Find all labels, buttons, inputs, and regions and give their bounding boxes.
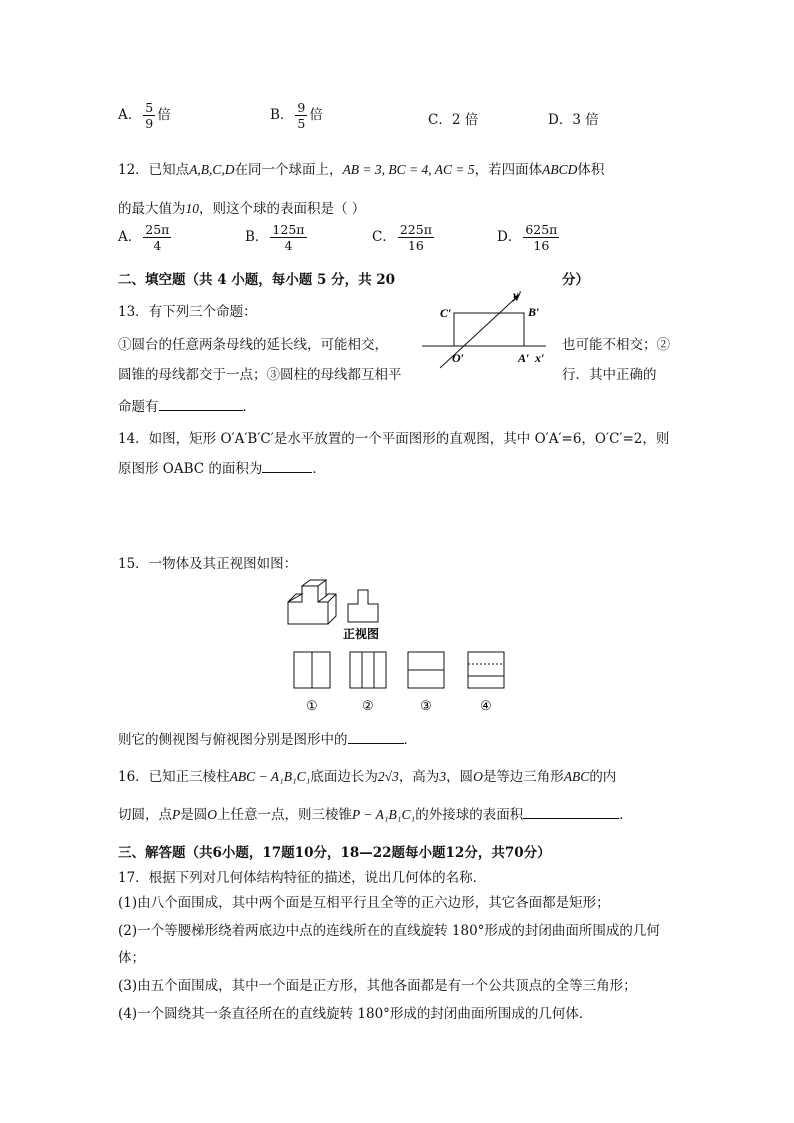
section-2-title: 二、填空题（共 4 小题，每小题 5 分，共 20 bbox=[118, 272, 396, 288]
q15-answer-blank[interactable] bbox=[348, 729, 404, 744]
q17-item-2a: (2)一个等腰梯形绕着两底边中点的连线所在的直线旋转 180°形成的封闭曲面所围成的几何 bbox=[118, 923, 660, 939]
view-option-3 bbox=[408, 652, 444, 688]
q15-line1: 15．一物体及其正视图如图： bbox=[118, 556, 298, 572]
q11-option-a: A． $\frac{5}{9}$ 倍 bbox=[118, 100, 171, 131]
q15-line2: 则它的侧视图与俯视图分别是图形中的 ． bbox=[118, 728, 417, 748]
q13-answer-blank[interactable] bbox=[159, 396, 243, 411]
option-1-label: ① bbox=[306, 698, 318, 713]
q11-option-c: C．2 倍 bbox=[428, 112, 479, 128]
q17-line1: 17．根据下列对几何体结构特征的描述，说出几何体的名称． bbox=[118, 870, 487, 886]
q14-line2: 原图形 OABC 的面积为 ． bbox=[118, 457, 326, 477]
q17-item-2b: 体； bbox=[118, 950, 145, 966]
option-4-label: ④ bbox=[480, 698, 492, 713]
solid-object bbox=[288, 580, 336, 624]
q13-line3b: 行．其中正确的 bbox=[562, 367, 657, 383]
rectangle-oabc bbox=[454, 313, 524, 346]
view-option-2 bbox=[350, 652, 386, 688]
q16-line1: 16．已知正三棱柱ABC − A₁B₁C₁底面边长为2√3，高为3，圆O是等边三角形ABC的内 bbox=[118, 769, 617, 785]
front-view-label: 正视图 bbox=[343, 627, 380, 641]
label-c: C′ bbox=[440, 306, 452, 320]
q13-line1: 13．有下列三个命题： bbox=[118, 304, 257, 320]
section-2-title-tail: 分） bbox=[562, 272, 589, 288]
q12-line2: 的最大值为10，则这个球的表面积是（ ） bbox=[118, 201, 366, 217]
q13-line4: 命题有 ． bbox=[118, 395, 256, 415]
section-3-title: 三、解答题（共6小题，17题10分，18—22题每小题12分，共70分） bbox=[118, 845, 551, 861]
q17-item-3: (3)由五个面围成，其中一个面是正方形，其他各面都是有一个公共顶点的全等三角形； bbox=[118, 978, 637, 994]
q14-answer-blank[interactable] bbox=[262, 458, 312, 473]
q12-option-b: B． $\frac{125\pi}{4}$ bbox=[245, 222, 305, 253]
q13-line3a: 圆锥的母线都交于一点；③圆柱的母线都互相平 bbox=[118, 367, 402, 383]
q13-line2b: 也可能不相交；② bbox=[562, 337, 670, 353]
q11-option-d: D．3 倍 bbox=[548, 112, 599, 128]
q15-figure bbox=[280, 578, 510, 718]
label-a: A′ bbox=[518, 351, 530, 365]
label-y: y′ bbox=[513, 288, 522, 302]
view-option-1 bbox=[294, 652, 330, 688]
q14-figure bbox=[418, 288, 558, 374]
q11-option-b: B． $\frac{9}{5}$ 倍 bbox=[270, 100, 323, 131]
q14-line1: 14．如图，矩形 O′A′B′C′是水平放置的一个平面图形的直观图，其中 O′A′=6，O′C′=2，则 bbox=[118, 431, 670, 447]
option-3-label: ③ bbox=[420, 698, 432, 713]
q17-item-4: (4)一个圆绕其一条直径所在的直线旋转 180°形成的封闭曲面所围成的几何体． bbox=[118, 1006, 593, 1022]
label-x: x′ bbox=[535, 351, 545, 365]
q16-answer-blank[interactable] bbox=[523, 804, 619, 819]
q13-line2a: ①圆台的任意两条母线的延长线，可能相交， bbox=[118, 337, 388, 353]
label-b: B′ bbox=[528, 305, 540, 319]
label-o: O′ bbox=[452, 351, 465, 365]
front-view-shape bbox=[348, 590, 378, 622]
view-option-4 bbox=[468, 652, 504, 688]
q12-option-c: C． $\frac{225\pi}{16}$ bbox=[372, 222, 432, 253]
option-2-label: ② bbox=[362, 698, 374, 713]
q17-item-1: (1)由八个面围成，其中两个面是互相平行且全等的正六边形，其它各面都是矩形； bbox=[118, 895, 610, 911]
q16-line2: 切圆，点P是圆O上任意一点，则三棱锥P − A₁B₁C₁的外接球的表面积 ． bbox=[118, 803, 633, 823]
q12-option-d: D． $\frac{625\pi}{16}$ bbox=[497, 222, 558, 253]
q12-line1: 12．已知点A,B,C,D在同一个球面上，AB = 3, BC = 4, AC = 5，若四面体ABCD体积 bbox=[118, 162, 605, 178]
q12-option-a: A． $\frac{25\pi}{4}$ bbox=[118, 222, 170, 253]
